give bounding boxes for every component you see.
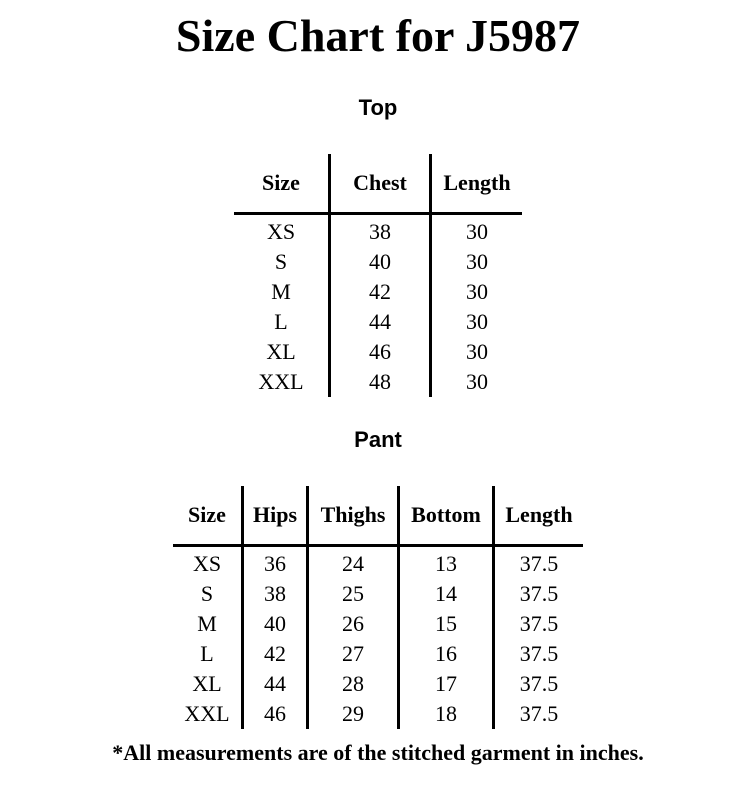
length-cell: 37.5 (519, 701, 559, 726)
column-header-size: Size (234, 154, 330, 214)
length-cell: 37.5 (519, 671, 559, 696)
length-cell: 30 (466, 279, 488, 304)
size-cell: S (173, 579, 243, 609)
column-header-size: Size (173, 486, 243, 546)
table-row (234, 307, 522, 337)
page-title: Size Chart for J5987 (175, 10, 581, 61)
length-cell: 30 (466, 339, 488, 364)
length-cell: 37.5 (519, 581, 559, 606)
hips-cell: 44 (243, 669, 308, 699)
size-cell: M (234, 277, 330, 307)
size-cell: XL (234, 337, 330, 367)
column-header-length: Length (494, 486, 584, 546)
table-row (234, 367, 522, 397)
chest-cell: 48 (330, 367, 431, 397)
bottom-cell: 14 (399, 579, 494, 609)
size-cell: XXL (234, 367, 330, 397)
table-header-row (173, 486, 583, 546)
size-cell: M (173, 609, 243, 639)
pant-size-table (173, 486, 583, 729)
bottom-cell: 18 (399, 699, 494, 729)
table-row (234, 337, 522, 367)
hips-cell: 46 (243, 699, 308, 729)
column-header-length: Length (431, 154, 523, 214)
length-cell: 30 (466, 219, 488, 244)
length-cell: 37.5 (519, 641, 559, 666)
chest-cell: 46 (330, 337, 431, 367)
bottom-cell: 13 (399, 546, 494, 580)
chest-cell: 38 (330, 214, 431, 248)
size-cell: XL (173, 669, 243, 699)
table-row (173, 579, 583, 609)
bottom-cell: 16 (399, 639, 494, 669)
table-row (173, 669, 583, 699)
size-cell: XS (234, 214, 330, 248)
chest-cell: 44 (330, 307, 431, 337)
table-header-row (234, 154, 522, 214)
thighs-cell: 27 (308, 639, 399, 669)
table-row (234, 214, 522, 248)
column-header-hips: Hips (243, 486, 308, 546)
length-cell: 30 (466, 249, 488, 274)
table-row (234, 247, 522, 277)
hips-cell: 38 (243, 579, 308, 609)
bottom-cell: 15 (399, 609, 494, 639)
top-section-title: Top (358, 95, 398, 120)
table-row (234, 277, 522, 307)
length-cell: 37.5 (519, 611, 559, 636)
hips-cell: 36 (243, 546, 308, 580)
thighs-cell: 25 (308, 579, 399, 609)
column-header-chest: Chest (330, 154, 431, 214)
size-cell: L (173, 639, 243, 669)
column-header-bottom: Bottom (399, 486, 494, 546)
hips-cell: 40 (243, 609, 308, 639)
table-row (173, 699, 583, 729)
chest-cell: 40 (330, 247, 431, 277)
top-size-table (234, 154, 522, 397)
thighs-cell: 24 (308, 546, 399, 580)
thighs-cell: 29 (308, 699, 399, 729)
column-header-thighs: Thighs (308, 486, 399, 546)
length-cell: 30 (466, 369, 488, 394)
thighs-cell: 28 (308, 669, 399, 699)
size-cell: S (234, 247, 330, 277)
length-cell: 37.5 (519, 551, 559, 576)
bottom-cell: 17 (399, 669, 494, 699)
thighs-cell: 26 (308, 609, 399, 639)
measurement-footnote: *All measurements are of the stitched garment in inches. (112, 740, 644, 765)
size-cell: L (234, 307, 330, 337)
table-row (173, 546, 583, 580)
chest-cell: 42 (330, 277, 431, 307)
table-row (173, 609, 583, 639)
size-cell: XXL (173, 699, 243, 729)
length-cell: 30 (466, 309, 488, 334)
hips-cell: 42 (243, 639, 308, 669)
table-row (173, 639, 583, 669)
size-cell: XS (173, 546, 243, 580)
pant-section-title: Pant (354, 427, 402, 452)
